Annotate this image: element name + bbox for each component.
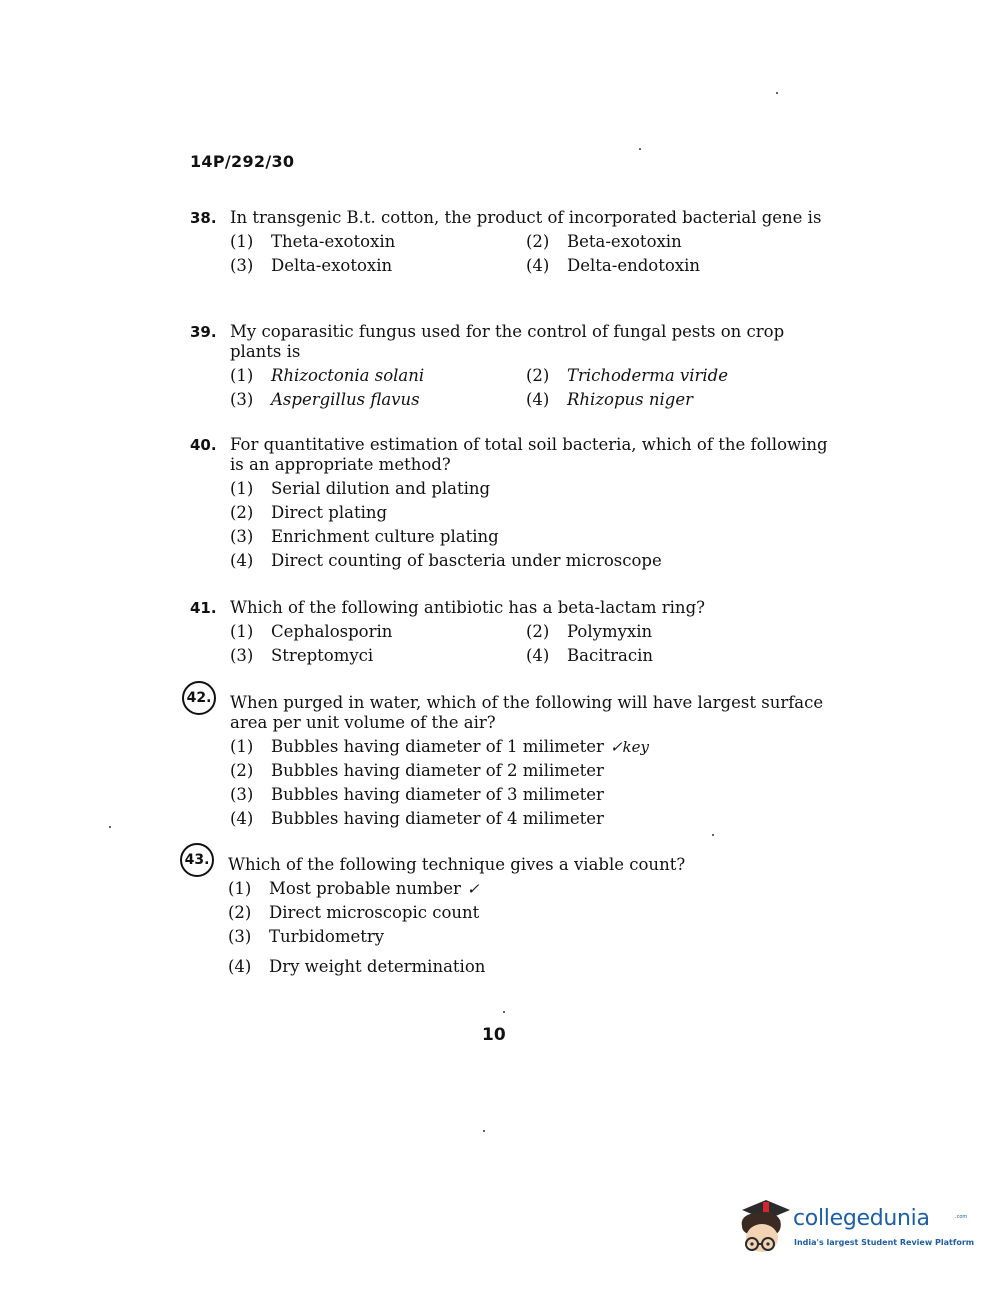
option: (2) Trichoderma viride	[526, 366, 729, 385]
option: (3) Turbidometry	[228, 927, 385, 946]
question-text: Which of the following antibiotic has a beta-lactam ring?	[230, 598, 705, 617]
option: (2) Polymyxin	[526, 622, 653, 641]
option: (3) Bubbles having diameter of 3 milimeter	[230, 785, 604, 804]
handwritten-key-mark: ✓key	[609, 738, 649, 756]
option: (2) Beta-exotoxin	[526, 232, 682, 251]
option: (1) Bubbles having diameter of 1 milimeter ✓key	[230, 737, 649, 756]
option: (4) Delta-endotoxin	[526, 256, 700, 275]
option: (3) Streptomyci	[230, 646, 374, 665]
option: (1) Theta-exotoxin	[230, 232, 396, 251]
option: (4) Bubbles having diameter of 4 milimeter	[230, 809, 604, 828]
question-number: 38.	[190, 209, 217, 227]
question-number-circled: 43.	[180, 843, 214, 877]
logo-domain-suffix: .com	[955, 1214, 968, 1220]
question-text: For quantitative estimation of total soil bacteria, which of the following is an appropriate method?	[230, 435, 828, 474]
option: (3) Enrichment culture plating	[230, 527, 499, 546]
scan-speck	[639, 148, 641, 150]
graduate-mascot-icon	[736, 1196, 792, 1260]
scan-speck	[503, 1011, 505, 1013]
question-41	[190, 598, 830, 666]
option: (1) Most probable number ✓	[228, 879, 480, 898]
question-40	[190, 435, 830, 571]
question-38	[190, 208, 830, 276]
logo-wordmark: collegedunia	[793, 1206, 930, 1231]
question-number-circled: 42.	[182, 681, 216, 715]
question-number: 41.	[190, 599, 217, 617]
question-43	[184, 852, 828, 977]
option: (1) Cephalosporin	[230, 622, 393, 641]
handwritten-tick-mark: ✓	[466, 880, 480, 898]
page-number: 10	[482, 1025, 506, 1045]
scan-speck	[483, 1130, 485, 1132]
option: (4) Direct counting of bascteria under microscope	[230, 551, 662, 570]
question-text: My coparasitic fungus used for the control of fungal pests on crop plants is	[230, 322, 785, 361]
question-42	[186, 690, 830, 829]
question-number: 40.	[190, 436, 217, 454]
question-text: In transgenic B.t. cotton, the product of incorporated bacterial gene is	[230, 208, 822, 227]
question-number: 39.	[190, 323, 217, 341]
logo-tagline: India's largest Student Review Platform	[794, 1238, 975, 1247]
scan-speck	[712, 834, 714, 836]
option: (3) Delta-exotoxin	[230, 256, 393, 275]
option: (2) Bubbles having diameter of 2 milimeter	[230, 761, 604, 780]
option: (4) Rhizopus niger	[526, 390, 693, 409]
option: (4) Dry weight determination	[228, 957, 486, 976]
question-39	[190, 322, 830, 410]
question-text: Which of the following technique gives a viable count?	[228, 855, 686, 874]
option: (3) Aspergillus flavus	[230, 390, 420, 409]
option: (2) Direct microscopic count	[228, 903, 480, 922]
scan-speck	[109, 826, 111, 828]
question-text: When purged in water, which of the following will have largest surface area per unit volume of the air?	[230, 693, 824, 732]
page-code: 14P/292/30	[190, 152, 295, 171]
scan-speck	[776, 92, 778, 94]
collegedunia-logo	[736, 1196, 975, 1260]
option: (1) Rhizoctonia solani	[230, 366, 425, 385]
option: (1) Serial dilution and plating	[230, 479, 491, 498]
option: (2) Direct plating	[230, 503, 388, 522]
option: (4) Bacitracin	[526, 646, 653, 665]
